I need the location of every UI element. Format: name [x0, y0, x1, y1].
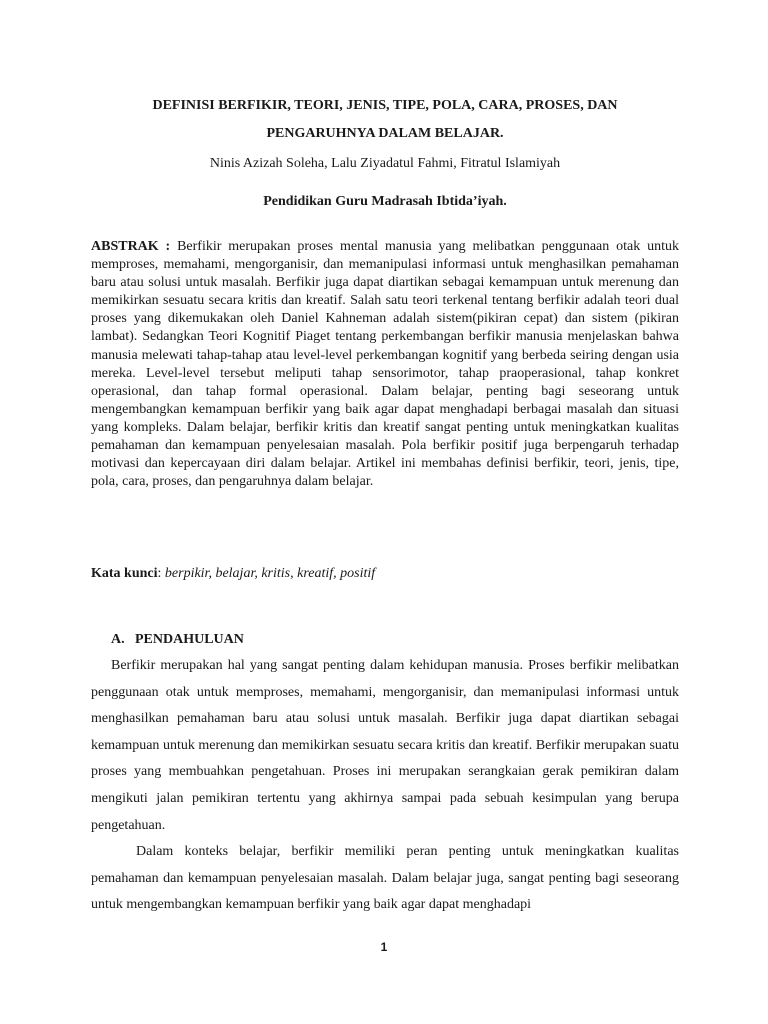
paper-title-line-2: PENGARUHNYA DALAM BELAJAR. — [266, 126, 504, 141]
section-number: A. — [111, 632, 125, 647]
paper-authors: Ninis Azizah Soleha, Lalu Ziyadatul Fahmi, Fitratul Islamiyah — [209, 156, 561, 171]
paper-title — [90, 92, 680, 148]
abstract-text: Berfikir merupakan proses mental manusia yang melibatkan penggunaan otak untuk memproses, memahami, mengorganisir, dan memanipulasi informasi untuk menghasilkan pemahaman baru atau solusi untuk masalah. Berfikir juga dapat diartikan sebagai kemampuan untuk merenung dan memikirkan sesuatu secara kritis dan kreatif. Salah satu teori terkenal tentang berfikir adalah teori dual proses yang dikemukakan oleh Daniel Kahneman adalah sistem(pikiran cepat) dan sistem (pikiran lambat). Sedangkan Teori Kognitif Piaget tentang perkembangan berfikir manusia menjelaskan bahwa manusia melewati tahap-tahap atau level-level perkembangan kognitif yang berbeda seiring dengan usia mereka. Level-level tersebut meliputi tahap sensorimotor, tahap praoperasional, tahap konkret operasional, dan tahap formal operasional. Dalam belajar, penting bagi seseorang untuk mengembangkan kemampuan berfikir yang baik agar dapat menghadapi berbagai masalah dan situasi yang kompleks. Dalam belajar, berfikir kritis dan kreatif sangat penting untuk meningkatkan kualitas pemahaman dan kemampuan penyelesaian masalah. Pola berfikir positif juga berpengaruh terhadap motivasi dan kepercayaan diri dalam belajar. Artikel ini membahas definisi berfikir, teori, jenis, tipe, pola, cara, proses, dan pengaruhnya dalam belajar. — [91, 239, 679, 490]
abstract — [91, 238, 679, 491]
abstract-label: ABSTRAK : — [91, 239, 171, 254]
section-heading-pendahuluan — [111, 630, 244, 650]
keywords-values: berpikir, belajar, kritis, kreatif, positif — [164, 566, 376, 581]
body-paragraph-2: Dalam konteks belajar, berfikir memiliki peran penting untuk meningkatkan kualitas pemahaman dan kemampuan penyelesaian masalah. Dalam belajar juga, sangat penting bagi seseorang untuk mengembangkan kemampuan berfikir yang baik agar dapat menghadapi — [91, 844, 679, 913]
paper-affiliation: Pendidikan Guru Madrasah Ibtida’iyah. — [263, 194, 507, 209]
section-title: PENDAHULUAN — [135, 632, 244, 647]
keywords-label: Kata kunci — [91, 566, 158, 581]
keywords — [91, 564, 679, 584]
paper-title-line-1: DEFINISI BERFIKIR, TEORI, JENIS, TIPE, POLA, CARA, PROSES, DAN — [152, 98, 618, 113]
keywords-separator: : — [157, 566, 162, 581]
page-number: 1 — [380, 940, 388, 954]
body-paragraph-1: Berfikir merupakan hal yang sangat penting dalam kehidupan manusia. Proses berfikir melibatkan penggunaan otak untuk memproses, memahami, mengorganisir, dan memanipulasi informasi untuk menghasilkan pemahaman baru atau solusi untuk masalah. Berfikir juga dapat diartikan sebagai kemampuan untuk merenung dan memikirkan sesuatu secara kritis dan kreatif. Berfikir merupakan suatu proses yang membuahkan pengetahuan. Proses ini merupakan serangkaian gerak pemikiran dalam mengikuti jalan pemikiran tertentu yang akhirnya sampai pada sebuah kesimpulan yang berupa pengetahuan. — [91, 658, 679, 833]
